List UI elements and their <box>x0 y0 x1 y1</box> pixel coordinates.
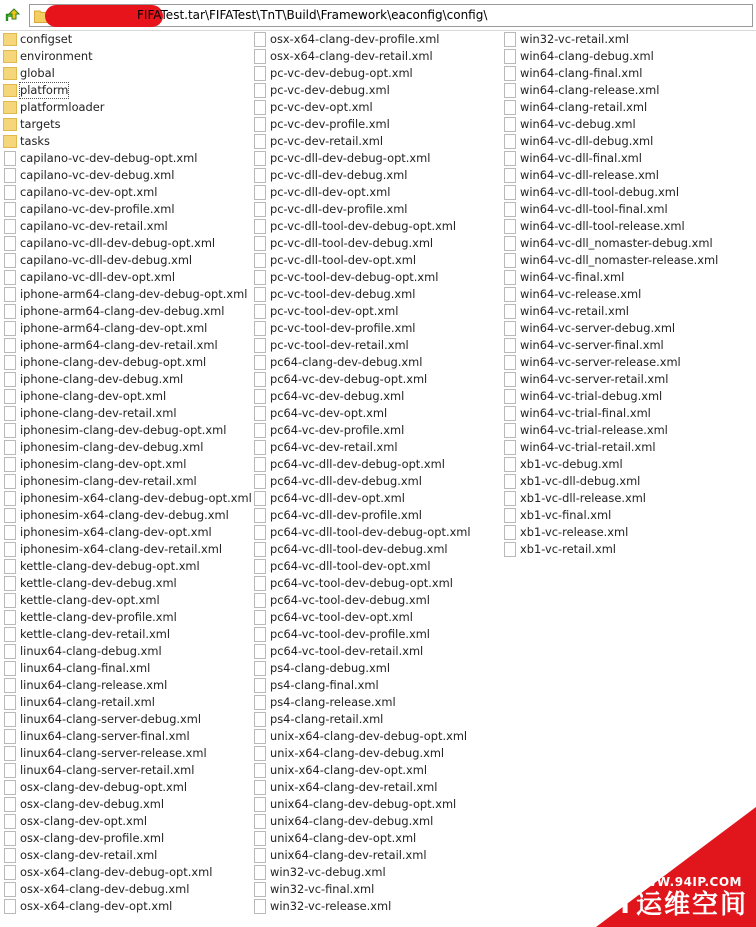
item-label: pc64-vc-dll-tool-dev-debug-opt.xml <box>270 525 471 539</box>
item-label: pc-vc-dev-profile.xml <box>270 117 390 131</box>
file-icon <box>254 49 266 64</box>
file-icon <box>254 780 266 795</box>
item-label: win64-vc-trial-final.xml <box>520 406 651 420</box>
item-label: iphone-arm64-clang-dev-retail.xml <box>20 338 218 352</box>
file-icon <box>254 525 266 540</box>
file-icon <box>254 338 266 353</box>
file-icon <box>4 644 16 659</box>
item-label: unix-x64-clang-dev-debug-opt.xml <box>270 729 468 743</box>
item-label: pc64-vc-dev-opt.xml <box>270 406 388 420</box>
item-label: iphonesim-clang-dev-retail.xml <box>20 474 197 488</box>
folder-icon <box>3 101 17 114</box>
item-label: osx-clang-dev-debug-opt.xml <box>20 780 188 794</box>
file-icon <box>4 814 16 829</box>
item-label: pc64-vc-dll-tool-dev-opt.xml <box>270 559 431 573</box>
folder-icon <box>3 50 17 63</box>
file-icon <box>254 576 266 591</box>
file-icon <box>4 423 16 438</box>
file-icon <box>4 746 16 761</box>
file-icon <box>254 729 266 744</box>
address-path: FIFATest.tar\FIFATest\TnT\Build\Framework\eaconfig\config\ <box>137 8 488 22</box>
file-icon <box>254 882 266 897</box>
file-icon <box>504 508 516 523</box>
file-icon <box>254 627 266 642</box>
item-label: osx-x64-clang-dev-opt.xml <box>20 899 173 913</box>
file-icon <box>254 236 266 251</box>
item-label: iphonesim-clang-dev-opt.xml <box>20 457 187 471</box>
item-label: pc-vc-tool-dev-debug-opt.xml <box>270 270 439 284</box>
item-label: capilano-vc-dev-debug-opt.xml <box>20 151 198 165</box>
item-label: global <box>20 66 55 80</box>
item-label: pc-vc-dll-tool-dev-opt.xml <box>270 253 417 267</box>
item-label: win32-vc-final.xml <box>270 882 375 896</box>
item-label: win64-clang-release.xml <box>520 83 660 97</box>
item-label: win64-vc-dll_nomaster-release.xml <box>520 253 719 267</box>
item-label: win64-vc-server-retail.xml <box>520 372 669 386</box>
item-label: win64-vc-server-final.xml <box>520 338 664 352</box>
file-icon <box>4 304 16 319</box>
file-icon <box>504 202 516 217</box>
file-icon <box>4 338 16 353</box>
item-label: pc64-vc-dll-dev-debug.xml <box>270 474 422 488</box>
file-icon <box>254 610 266 625</box>
file-icon <box>4 525 16 540</box>
file-icon <box>4 236 16 251</box>
item-label: win64-vc-trial-debug.xml <box>520 389 663 403</box>
file-icon <box>254 66 266 81</box>
file-icon <box>4 899 16 914</box>
item-label: iphone-clang-dev-debug-opt.xml <box>20 355 207 369</box>
item-label: xb1-vc-final.xml <box>520 508 612 522</box>
file-icon <box>504 253 516 268</box>
file-icon <box>254 270 266 285</box>
item-label: iphonesim-clang-dev-debug-opt.xml <box>20 423 227 437</box>
file-icon <box>254 304 266 319</box>
item-label: tasks <box>20 134 50 148</box>
item-label: pc64-vc-tool-dev-debug.xml <box>270 593 430 607</box>
item-label: targets <box>20 117 61 131</box>
file-icon <box>504 474 516 489</box>
folder-icon <box>3 135 17 148</box>
item-label: pc-vc-dev-debug.xml <box>270 83 390 97</box>
file-icon <box>4 627 16 642</box>
item-label: osx-x64-clang-dev-retail.xml <box>270 49 433 63</box>
item-label: linux64-clang-server-release.xml <box>20 746 207 760</box>
file-icon <box>254 168 266 183</box>
file-icon <box>254 763 266 778</box>
file-icon <box>4 389 16 404</box>
item-label: win64-vc-dll-debug.xml <box>520 134 654 148</box>
file-icon <box>254 151 266 166</box>
item-label: pc-vc-dll-tool-dev-debug-opt.xml <box>270 219 457 233</box>
item-label: capilano-vc-dev-profile.xml <box>20 202 175 216</box>
file-icon <box>4 593 16 608</box>
file-icon <box>4 729 16 744</box>
item-label: pc64-clang-dev-debug.xml <box>270 355 423 369</box>
file-icon <box>254 372 266 387</box>
file-icon <box>4 763 16 778</box>
file-icon <box>504 185 516 200</box>
item-label: iphonesim-x64-clang-dev-retail.xml <box>20 542 223 556</box>
file-icon <box>254 491 266 506</box>
file-icon <box>254 831 266 846</box>
item-label: ps4-clang-debug.xml <box>270 661 391 675</box>
file-icon <box>254 440 266 455</box>
item-label: pc64-vc-tool-dev-opt.xml <box>270 610 413 624</box>
item-label: osx-x64-clang-dev-profile.xml <box>270 32 440 46</box>
file-icon <box>504 168 516 183</box>
file-icon <box>254 321 266 336</box>
file-icon <box>4 151 16 166</box>
item-label: win64-vc-dll-tool-final.xml <box>520 202 668 216</box>
item-label: pc64-vc-dll-dev-opt.xml <box>270 491 405 505</box>
file-icon <box>504 389 516 404</box>
file-icon <box>254 389 266 404</box>
file-icon <box>504 100 516 115</box>
file-icon <box>254 508 266 523</box>
file-icon <box>4 287 16 302</box>
file-icon <box>254 253 266 268</box>
file-icon <box>4 678 16 693</box>
item-label: platform <box>20 83 69 97</box>
file-icon <box>504 270 516 285</box>
item-label: pc64-vc-dll-tool-dev-debug.xml <box>270 542 448 556</box>
item-label: win64-vc-final.xml <box>520 270 625 284</box>
file-icon <box>4 219 16 234</box>
file-icon <box>254 134 266 149</box>
item-label: linux64-clang-final.xml <box>20 661 151 675</box>
item-label: linux64-clang-server-retail.xml <box>20 763 195 777</box>
item-label: unix-x64-clang-dev-opt.xml <box>270 763 428 777</box>
item-label: iphone-clang-dev-opt.xml <box>20 389 167 403</box>
item-label: linux64-clang-server-final.xml <box>20 729 190 743</box>
file-icon <box>504 134 516 149</box>
file-icon <box>504 236 516 251</box>
item-label: environment <box>20 49 93 63</box>
file-icon <box>504 219 516 234</box>
item-label: unix64-clang-dev-debug.xml <box>270 814 434 828</box>
item-label: iphonesim-x64-clang-dev-debug.xml <box>20 508 229 522</box>
file-icon <box>254 117 266 132</box>
file-icon <box>4 712 16 727</box>
folder-icon <box>3 118 17 131</box>
file-icon <box>4 406 16 421</box>
item-label: win64-clang-debug.xml <box>520 49 654 63</box>
file-icon <box>4 559 16 574</box>
item-label: win32-vc-retail.xml <box>520 32 629 46</box>
item-label: osx-clang-dev-debug.xml <box>20 797 165 811</box>
file-icon <box>254 865 266 880</box>
item-label: configset <box>20 32 73 46</box>
file-icon <box>254 542 266 557</box>
item-label: win64-vc-dll-tool-release.xml <box>520 219 685 233</box>
go-up-button[interactable] <box>5 6 23 24</box>
item-label: ps4-clang-release.xml <box>270 695 396 709</box>
file-icon <box>4 508 16 523</box>
file-icon <box>4 355 16 370</box>
file-icon <box>504 287 516 302</box>
address-bar[interactable] <box>29 4 753 27</box>
file-icon <box>254 695 266 710</box>
file-icon <box>254 287 266 302</box>
file-icon <box>504 372 516 387</box>
item-label: pc64-vc-dll-dev-profile.xml <box>270 508 422 522</box>
item-label: capilano-vc-dll-dev-debug.xml <box>20 253 193 267</box>
item-label: win64-vc-trial-release.xml <box>520 423 668 437</box>
file-icon <box>254 32 266 47</box>
item-label: pc64-vc-dev-debug-opt.xml <box>270 372 428 386</box>
item-label: pc-vc-tool-dev-opt.xml <box>270 304 399 318</box>
item-label: capilano-vc-dev-opt.xml <box>20 185 158 199</box>
file-icon <box>254 185 266 200</box>
file-icon <box>254 797 266 812</box>
watermark-url: WWW.94IP.COM <box>629 875 742 889</box>
item-label: pc64-vc-tool-dev-profile.xml <box>270 627 430 641</box>
item-label: win64-vc-dll_nomaster-debug.xml <box>520 236 713 250</box>
watermark <box>596 807 756 927</box>
item-label: kettle-clang-dev-opt.xml <box>20 593 160 607</box>
item-label: iphone-arm64-clang-dev-debug-opt.xml <box>20 287 248 301</box>
file-icon <box>4 831 16 846</box>
item-label: pc-vc-dll-dev-profile.xml <box>270 202 408 216</box>
item-label: iphone-clang-dev-retail.xml <box>20 406 177 420</box>
item-label: ps4-clang-retail.xml <box>270 712 384 726</box>
item-label: xb1-vc-dll-release.xml <box>520 491 646 505</box>
item-label: ps4-clang-final.xml <box>270 678 379 692</box>
file-icon <box>254 474 266 489</box>
folder-icon <box>3 33 17 46</box>
file-icon <box>254 559 266 574</box>
item-label: pc64-vc-tool-dev-retail.xml <box>270 644 424 658</box>
item-label: pc64-vc-dev-debug.xml <box>270 389 405 403</box>
watermark-brand: IT运维空间 <box>604 890 748 920</box>
item-label: unix64-clang-dev-retail.xml <box>270 848 427 862</box>
item-label: osx-clang-dev-opt.xml <box>20 814 148 828</box>
item-label: linux64-clang-server-debug.xml <box>20 712 202 726</box>
folder-icon <box>3 84 17 97</box>
item-label: pc64-vc-tool-dev-debug-opt.xml <box>270 576 453 590</box>
item-label: platformloader <box>20 100 105 114</box>
item-label: pc-vc-dll-tool-dev-debug.xml <box>270 236 434 250</box>
item-label: win64-vc-retail.xml <box>520 304 629 318</box>
item-label: win64-vc-trial-retail.xml <box>520 440 656 454</box>
file-icon <box>4 474 16 489</box>
file-icon <box>504 491 516 506</box>
file-icon <box>504 304 516 319</box>
item-label: pc-vc-dll-dev-debug-opt.xml <box>270 151 431 165</box>
file-icon <box>4 865 16 880</box>
item-label: unix64-clang-dev-debug-opt.xml <box>270 797 457 811</box>
item-label: osx-x64-clang-dev-debug.xml <box>20 882 190 896</box>
file-icon <box>254 219 266 234</box>
file-icon <box>4 491 16 506</box>
file-icon <box>4 202 16 217</box>
file-icon <box>254 848 266 863</box>
item-label: win64-vc-server-release.xml <box>520 355 681 369</box>
item-label: iphonesim-clang-dev-debug.xml <box>20 440 204 454</box>
file-icon <box>4 797 16 812</box>
file-icon <box>504 423 516 438</box>
file-icon <box>504 321 516 336</box>
file-icon <box>4 542 16 557</box>
item-label: win64-vc-dll-release.xml <box>520 168 659 182</box>
item-label: kettle-clang-dev-profile.xml <box>20 610 177 624</box>
item-label: win64-vc-server-debug.xml <box>520 321 676 335</box>
item-label: pc-vc-tool-dev-debug.xml <box>270 287 416 301</box>
file-icon <box>254 406 266 421</box>
file-icon <box>254 661 266 676</box>
item-label: pc-vc-dll-dev-opt.xml <box>270 185 391 199</box>
item-label: pc-vc-dev-retail.xml <box>270 134 384 148</box>
item-label: iphonesim-x64-clang-dev-opt.xml <box>20 525 212 539</box>
item-label: capilano-vc-dev-retail.xml <box>20 219 168 233</box>
file-icon <box>4 457 16 472</box>
file-icon <box>254 814 266 829</box>
file-icon <box>4 661 16 676</box>
file-icon <box>4 321 16 336</box>
item-label: kettle-clang-dev-retail.xml <box>20 627 171 641</box>
item-label: linux64-clang-retail.xml <box>20 695 155 709</box>
file-icon <box>504 440 516 455</box>
item-label: win64-vc-debug.xml <box>520 117 636 131</box>
file-icon <box>254 423 266 438</box>
item-label: iphone-clang-dev-debug.xml <box>20 372 184 386</box>
file-icon <box>504 338 516 353</box>
file-icon <box>504 151 516 166</box>
file-icon <box>504 406 516 421</box>
file-icon <box>4 576 16 591</box>
item-label: capilano-vc-dll-dev-opt.xml <box>20 270 176 284</box>
item-label: capilano-vc-dll-dev-debug-opt.xml <box>20 236 216 250</box>
item-label: osx-x64-clang-dev-debug-opt.xml <box>20 865 213 879</box>
file-icon <box>4 848 16 863</box>
file-icon <box>504 117 516 132</box>
file-icon <box>504 32 516 47</box>
file-icon <box>254 899 266 914</box>
item-label: iphone-arm64-clang-dev-opt.xml <box>20 321 208 335</box>
item-label: pc-vc-dev-opt.xml <box>270 100 373 114</box>
item-label: win64-clang-retail.xml <box>520 100 648 114</box>
up-arrow-icon <box>5 6 23 24</box>
folder-icon <box>3 67 17 80</box>
item-label: xb1-vc-debug.xml <box>520 457 623 471</box>
item-label: pc-vc-tool-dev-retail.xml <box>270 338 409 352</box>
file-icon <box>504 83 516 98</box>
item-label: xb1-vc-release.xml <box>520 525 629 539</box>
file-icon <box>504 49 516 64</box>
file-icon <box>254 202 266 217</box>
item-label: osx-clang-dev-profile.xml <box>20 831 165 845</box>
file-icon <box>4 440 16 455</box>
file-icon <box>504 457 516 472</box>
item-label: linux64-clang-debug.xml <box>20 644 162 658</box>
file-icon <box>4 882 16 897</box>
file-icon <box>254 678 266 693</box>
file-icon <box>254 355 266 370</box>
file-icon <box>4 185 16 200</box>
file-list <box>0 31 756 927</box>
item-label: xb1-vc-retail.xml <box>520 542 616 556</box>
file-icon <box>504 525 516 540</box>
item-label: win64-vc-release.xml <box>520 287 642 301</box>
file-icon <box>4 695 16 710</box>
file-icon <box>254 457 266 472</box>
file-icon <box>504 542 516 557</box>
item-label: capilano-vc-dev-debug.xml <box>20 168 175 182</box>
file-icon <box>4 168 16 183</box>
item-label: win64-vc-dll-tool-debug.xml <box>520 185 680 199</box>
item-label: pc64-vc-dll-dev-debug-opt.xml <box>270 457 445 471</box>
address-toolbar <box>0 0 756 31</box>
item-label: win32-vc-release.xml <box>270 899 392 913</box>
item-label: win64-clang-final.xml <box>520 66 643 80</box>
item-label: linux64-clang-release.xml <box>20 678 168 692</box>
item-label: pc64-vc-dev-profile.xml <box>270 423 405 437</box>
file-icon <box>4 253 16 268</box>
file-icon <box>504 355 516 370</box>
file-icon <box>254 644 266 659</box>
item-label: pc-vc-dll-dev-debug.xml <box>270 168 408 182</box>
file-icon <box>4 372 16 387</box>
item-label: unix-x64-clang-dev-retail.xml <box>270 780 438 794</box>
item-label: kettle-clang-dev-debug-opt.xml <box>20 559 200 573</box>
item-label: xb1-vc-dll-debug.xml <box>520 474 641 488</box>
file-icon <box>254 100 266 115</box>
item-label: pc-vc-dev-debug-opt.xml <box>270 66 413 80</box>
item-label: win64-vc-dll-final.xml <box>520 151 642 165</box>
file-icon <box>504 66 516 81</box>
item-label: iphone-arm64-clang-dev-debug.xml <box>20 304 225 318</box>
item-label: pc64-vc-dev-retail.xml <box>270 440 398 454</box>
file-icon <box>254 746 266 761</box>
file-icon <box>254 593 266 608</box>
item-label: win32-vc-debug.xml <box>270 865 386 879</box>
file-icon <box>4 270 16 285</box>
item-label: kettle-clang-dev-debug.xml <box>20 576 177 590</box>
file-icon <box>4 610 16 625</box>
item-label: unix-x64-clang-dev-debug.xml <box>270 746 445 760</box>
file-icon <box>254 83 266 98</box>
file-icon <box>254 712 266 727</box>
item-label: pc-vc-tool-dev-profile.xml <box>270 321 416 335</box>
file-icon <box>4 780 16 795</box>
item-label: iphonesim-x64-clang-dev-debug-opt.xml <box>20 491 252 505</box>
item-label: unix64-clang-dev-opt.xml <box>270 831 417 845</box>
item-label: osx-clang-dev-retail.xml <box>20 848 158 862</box>
